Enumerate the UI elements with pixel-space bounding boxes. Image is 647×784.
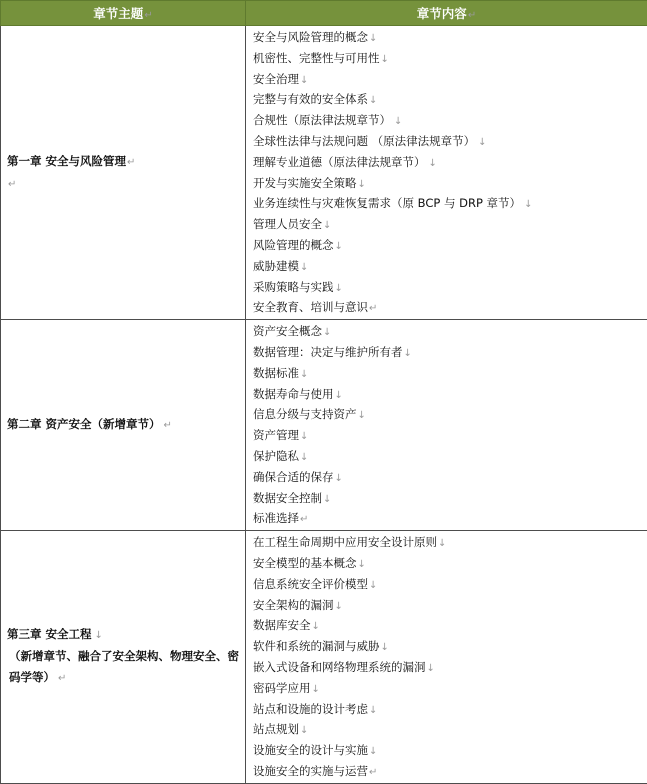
line-break-icon: ↓ [335, 283, 343, 294]
line-break-icon: ↓ [312, 684, 320, 695]
paragraph-mark-icon: ↵ [369, 767, 377, 778]
line-break-icon: ↓ [95, 630, 103, 641]
list-item: 设施安全的设计与实施↓ [253, 740, 647, 761]
chapter-1-content-cell [246, 26, 647, 320]
chapter-3-subtitle: （新增章节、融合了安全架构、物理安全、密码学等） [9, 649, 239, 684]
chapter-2-topic-cell [1, 320, 246, 531]
line-break-icon: ↓ [335, 241, 343, 252]
line-break-icon: ↓ [335, 390, 343, 401]
header-content-label: 章节内容 [417, 6, 467, 21]
list-item: 软件和系统的漏洞与威胁↓ [253, 636, 647, 657]
chapter-3-topic-cell [1, 531, 246, 784]
line-break-icon: ↓ [404, 348, 412, 359]
list-item: 确保合适的保存↓ [253, 467, 647, 488]
line-break-icon: ↓ [438, 538, 446, 549]
line-break-icon: ↓ [369, 95, 377, 106]
line-break-icon: ↓ [369, 33, 377, 44]
list-item: 在工程生命周期中应用安全设计原则↓ [253, 532, 647, 553]
list-item: 采购策略与实践↓ [253, 277, 647, 298]
paragraph-mark-icon: ↵ [58, 673, 66, 684]
line-break-icon: ↓ [323, 494, 331, 505]
chapter-1-topic-cell [1, 26, 246, 320]
line-break-icon: ↓ [369, 580, 377, 591]
list-item: 数据管理：决定与维护所有者↓ [253, 342, 647, 363]
header-row [1, 1, 647, 26]
line-break-icon: ↓ [323, 327, 331, 338]
list-item: 威胁建模↓ [253, 256, 647, 277]
line-break-icon: ↓ [312, 621, 320, 632]
line-break-icon: ↓ [335, 473, 343, 484]
list-item: 资产管理↓ [253, 425, 647, 446]
list-item: 安全治理↓ [253, 69, 647, 90]
list-item: 站点规划↓ [253, 719, 647, 740]
line-break-icon: ↓ [369, 705, 377, 716]
list-item: 数据标准↓ [253, 363, 647, 384]
chapter-3-content-cell [246, 531, 647, 784]
line-break-icon: ↓ [358, 410, 366, 421]
list-item: 设施安全的实施与运营↵ [253, 761, 647, 782]
line-break-icon: ↓ [524, 199, 532, 210]
list-item: 标准选择↵ [253, 508, 647, 529]
line-break-icon: ↓ [300, 75, 308, 86]
list-item: 嵌入式设备和网络物理系统的漏洞↓ [253, 657, 647, 678]
list-item: 开发与实施安全策略↓ [253, 173, 647, 194]
chapter-2-title: 第二章 资产安全（新增章节） [7, 417, 161, 431]
list-item: 合规性（原法律法规章节） ↓ [253, 110, 647, 131]
list-item: 数据寿命与使用↓ [253, 384, 647, 405]
chapter-2-content-cell [246, 320, 647, 531]
line-break-icon: ↓ [429, 158, 437, 169]
line-break-icon: ↓ [478, 137, 486, 148]
line-break-icon: ↓ [358, 559, 366, 570]
header-content [246, 1, 647, 26]
list-item: 完整与有效的安全体系↓ [253, 89, 647, 110]
list-item: 机密性、完整性与可用性↓ [253, 48, 647, 69]
paragraph-mark-icon: ↵ [127, 157, 135, 168]
header-topic [1, 1, 246, 26]
line-break-icon: ↓ [394, 116, 402, 127]
line-break-icon: ↓ [323, 220, 331, 231]
table-row-chapter-3 [1, 531, 647, 784]
list-item: 安全模型的基本概念↓ [253, 553, 647, 574]
chapter-3-title: 第三章 安全工程 [7, 627, 92, 641]
list-item: 数据安全控制↓ [253, 488, 647, 509]
paragraph-mark-icon: ↵ [468, 10, 476, 21]
list-item: 密码学应用↓ [253, 678, 647, 699]
list-item: 保护隐私↓ [253, 446, 647, 467]
list-item: 数据库安全↓ [253, 615, 647, 636]
list-item: 信息分级与支持资产↓ [253, 404, 647, 425]
list-item: 管理人员安全↓ [253, 214, 647, 235]
line-break-icon: ↓ [427, 663, 435, 674]
paragraph-mark-icon: ↵ [164, 420, 172, 431]
line-break-icon: ↓ [335, 601, 343, 612]
list-item: 信息系统安全评价模型↓ [253, 574, 647, 595]
line-break-icon: ↓ [300, 262, 308, 273]
line-break-icon: ↓ [300, 452, 308, 463]
list-item: 理解专业道德（原法律法规章节） ↓ [253, 152, 647, 173]
list-item: 安全教育、培训与意识↵ [253, 297, 647, 318]
list-item: 风险管理的概念↓ [253, 235, 647, 256]
line-break-icon: ↓ [300, 431, 308, 442]
list-item: 业务连续性与灾难恢复需求（原 BCP 与 DRP 章节） ↓ [253, 193, 647, 214]
chapter-1-title: 第一章 安全与风险管理 [7, 154, 126, 168]
list-item: 全球性法律与法规问题 （原法律法规章节） ↓ [253, 131, 647, 152]
list-item: 资产安全概念↓ [253, 321, 647, 342]
line-break-icon: ↓ [358, 179, 366, 190]
list-item: 站点和设施的设计考虑↓ [253, 699, 647, 720]
table-row-chapter-2 [1, 320, 647, 531]
paragraph-mark-icon: ↵ [8, 179, 16, 190]
line-break-icon: ↓ [381, 54, 389, 65]
list-item: 安全与风险管理的概念↓ [253, 27, 647, 48]
line-break-icon: ↓ [369, 746, 377, 757]
table-row-chapter-1 [1, 26, 647, 320]
paragraph-mark-icon: ↵ [369, 303, 377, 314]
line-break-icon: ↓ [300, 725, 308, 736]
line-break-icon: ↓ [381, 642, 389, 653]
list-item: 安全架构的漏洞↓ [253, 595, 647, 616]
line-break-icon: ↓ [300, 369, 308, 380]
paragraph-mark-icon: ↵ [144, 10, 152, 21]
header-topic-label: 章节主题 [93, 6, 143, 21]
paragraph-mark-icon: ↵ [300, 514, 308, 525]
